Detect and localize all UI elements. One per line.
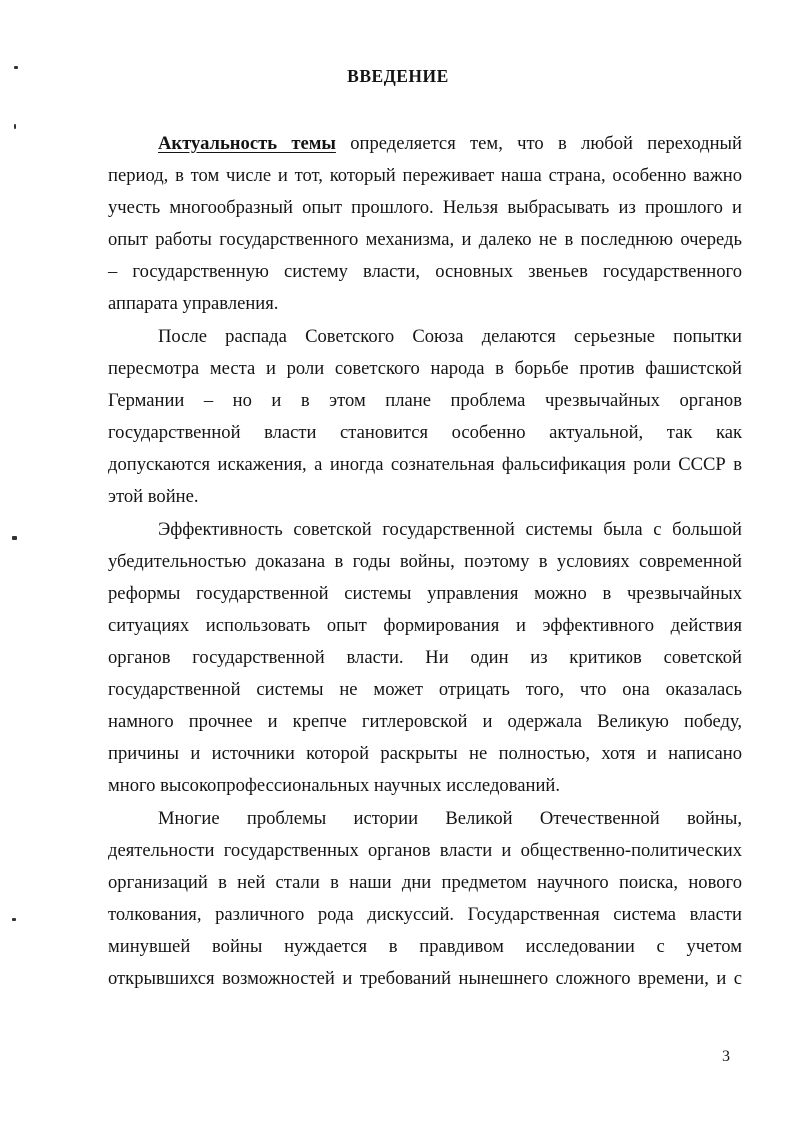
paragraph-line: открывшихся возможностей и требований нынешнего сложного времени, и с — [108, 968, 742, 989]
scan-mark — [14, 124, 16, 129]
paragraph-line: аппарата управления. — [108, 293, 279, 314]
paragraph-line: причины и источники которой раскрыты не полностью, хотя и написано — [108, 743, 742, 764]
paragraph-line: этой войне. — [108, 486, 199, 507]
paragraph-line: органов государственной власти. Ни один из критиков советской — [108, 647, 742, 668]
scan-mark — [12, 918, 16, 921]
paragraph-line: минувшей войны нуждается в правдивом исследовании с учетом — [108, 936, 742, 957]
paragraph-line: Многие проблемы истории Великой Отечественной войны, — [158, 808, 742, 829]
topic-relevance-lead: Актуальность темы — [158, 133, 336, 154]
paragraph-line: государственной системы не может отрицать того, что она оказалась — [108, 679, 742, 700]
paragraph-line: Актуальность темы определяется тем, что в любой переходный — [158, 133, 742, 154]
paragraph-line: допускаются искажения, а иногда сознательная фальсификация роли СССР в — [108, 454, 742, 475]
paragraph-line: толкования, различного рода дискуссий. Государственная система власти — [108, 904, 742, 925]
paragraph-line: убедительностью доказана в годы войны, поэтому в условиях современной — [108, 551, 742, 572]
paragraph-line: деятельности государственных органов власти и общественно-политических — [108, 840, 742, 861]
paragraph-line: опыт работы государственного механизма, и далеко не в последнюю очередь — [108, 229, 742, 250]
paragraph-line: период, в том числе и тот, который переживает наша страна, особенно важно — [108, 165, 742, 186]
paragraph-line: После распада Советского Союза делаются серьезные попытки — [158, 326, 742, 347]
paragraph-line: ситуациях использовать опыт формирования и эффективного действия — [108, 615, 742, 636]
paragraph-line: пересмотра места и роли советского народа в борьбе против фашистской — [108, 358, 742, 379]
paragraph-line: организаций в ней стали в наши дни предметом научного поиска, нового — [108, 872, 742, 893]
page-heading: ВВЕДЕНИЕ — [347, 66, 449, 86]
paragraph-line: намного прочнее и крепче гитлеровской и одержала Великую победу, — [108, 711, 742, 732]
scan-mark — [12, 536, 17, 540]
page-number: 3 — [722, 1048, 730, 1065]
paragraph-line: государственной власти становится особенно актуальной, так как — [108, 422, 742, 443]
paragraph-line: Германии – но и в этом плане проблема чрезвычайных органов — [108, 390, 742, 411]
paragraph-line: учесть многообразный опыт прошлого. Нельзя выбрасывать из прошлого и — [108, 197, 742, 218]
paragraph-line: – государственную систему власти, основных звеньев государственного — [108, 261, 742, 282]
paragraph-line: реформы государственной системы управления можно в чрезвычайных — [108, 583, 742, 604]
paragraph-line: Эффективность советской государственной системы была с большой — [158, 519, 742, 540]
paragraph-line: много высокопрофессиональных научных исследований. — [108, 775, 560, 796]
